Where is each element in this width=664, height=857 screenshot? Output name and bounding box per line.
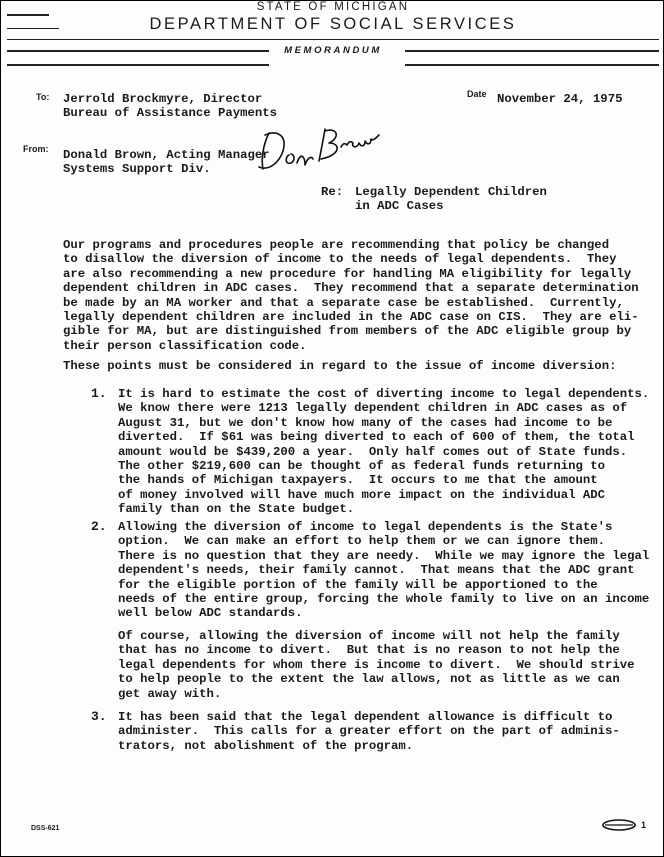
date-label: Date bbox=[467, 89, 487, 99]
intro-line: gible for MA, but are distinguished from members of the ADC eligible group by bbox=[63, 324, 632, 339]
header-rule-right-1 bbox=[405, 50, 659, 52]
state-heading: STATE OF MICHIGAN bbox=[256, 1, 410, 13]
point-2-line: dependent's needs, their family cannot. That means that the ADC grant bbox=[118, 563, 635, 578]
header-rule-left-dash bbox=[7, 28, 59, 29]
point-1-number: 1. bbox=[91, 386, 107, 401]
date-value: November 24, 1975 bbox=[497, 92, 623, 106]
re-label: Re: bbox=[321, 185, 344, 199]
to-label: To: bbox=[36, 92, 50, 102]
from-label: From: bbox=[23, 144, 49, 154]
point-1-line: August 31, but we don't know how many of the cases had income to be bbox=[118, 415, 613, 430]
header-rule-left-1 bbox=[7, 50, 269, 52]
intro-line: be made by an MA worker and that a separate case be established. Currently, bbox=[63, 295, 624, 310]
page-mark-icon bbox=[599, 817, 639, 833]
point-3-line: administer. This calls for a greater effort on the part of adminis- bbox=[118, 724, 620, 739]
point-2b-line: that has no income to divert. But that is no reason to not help the bbox=[118, 643, 620, 658]
point-2-line: option. We can make an effort to help them or we can ignore them. bbox=[118, 534, 606, 549]
point-1-line: of money involved will have much more impact on the individual ADC bbox=[118, 487, 606, 502]
memorandum-label: MEMORANDUM bbox=[284, 45, 382, 56]
point-1-line: amount would be $439,200 a year. Only half comes out of State funds. bbox=[118, 444, 628, 459]
header-rule-top bbox=[7, 39, 659, 40]
intro-line: their person classification code. bbox=[63, 338, 307, 353]
to-line-1: Jerrold Brockmyre, Director bbox=[63, 92, 263, 106]
to-line-2: Bureau of Assistance Payments bbox=[63, 106, 278, 120]
re-line-1: Legally Dependent Children bbox=[355, 185, 547, 199]
point-2b-line: legal dependents for whom there is income to divert. We should strive bbox=[118, 657, 635, 672]
point-2b-line: get away with. bbox=[118, 686, 222, 701]
intro-line: legally dependent children are included in the ADC case on CIS. They are eli- bbox=[63, 310, 639, 324]
point-2b-line: Of course, allowing the diversion of income will not help the family bbox=[118, 629, 620, 643]
point-3-number: 3. bbox=[91, 709, 107, 724]
point-2-number: 2. bbox=[91, 519, 107, 534]
signature bbox=[253, 123, 383, 179]
intro-line: are also recommending a new procedure for handling MA eligibility for legally bbox=[63, 266, 632, 281]
point-2-line: Allowing the diversion of income to legal dependents is the State's bbox=[118, 520, 613, 534]
point-2-line: There is no question that they are needy. While we may ignore the legal bbox=[118, 548, 650, 563]
intro-line: dependent children in ADC cases. They recommend that a separate determination bbox=[63, 281, 639, 296]
point-1-line: the hands of Michigan taxpayers. It occurs to me that the amount bbox=[118, 473, 598, 488]
page-number: 1 bbox=[641, 820, 647, 830]
point-1-line: The other $219,600 can be thought of as federal funds returning to bbox=[118, 459, 606, 473]
department-heading: DEPARTMENT OF SOCIAL SERVICES bbox=[149, 15, 517, 33]
from-line-2: Systems Support Div. bbox=[63, 162, 211, 176]
point-1-line: We know there were 1213 legally dependent children in ADC cases as of bbox=[118, 401, 628, 416]
header-rule-left-2 bbox=[7, 64, 269, 66]
from-line-1: Donald Brown, Acting Manager bbox=[63, 148, 270, 162]
re-line-2: in ADC Cases bbox=[355, 199, 444, 213]
point-1-line: family than on the State budget. bbox=[118, 502, 355, 517]
intro-line: Our programs and procedures people are recommending that policy be changed bbox=[63, 238, 610, 252]
point-3-line: It has been said that the legal dependent allowance is difficult to bbox=[118, 710, 613, 724]
point-2-line: for the eligible portion of the family will be apportioned to the bbox=[118, 577, 598, 592]
point-1-line: It is hard to estimate the cost of diverting income to legal dependents. bbox=[118, 387, 650, 401]
points-intro: These points must be considered in regard to the issue of income diversion: bbox=[63, 359, 617, 373]
header-rule-right-2 bbox=[405, 64, 659, 66]
point-2-line: needs of the entire group, forcing the whole family to live on an income bbox=[118, 592, 650, 606]
point-3-line: trators, not abolishment of the program. bbox=[118, 738, 414, 753]
form-code: DSS-621 bbox=[31, 825, 60, 832]
point-2-line: well below ADC standards. bbox=[118, 606, 303, 621]
intro-line: to disallow the diversion of income to the needs of legal dependents. They bbox=[63, 252, 617, 267]
point-2b-line: to help people to the extent the law allows, not as little as we can bbox=[118, 672, 620, 687]
point-1-line: diverted. If $61 was being diverted to each of 600 of them, the total bbox=[118, 430, 635, 445]
header-rule-left-top bbox=[7, 14, 49, 16]
